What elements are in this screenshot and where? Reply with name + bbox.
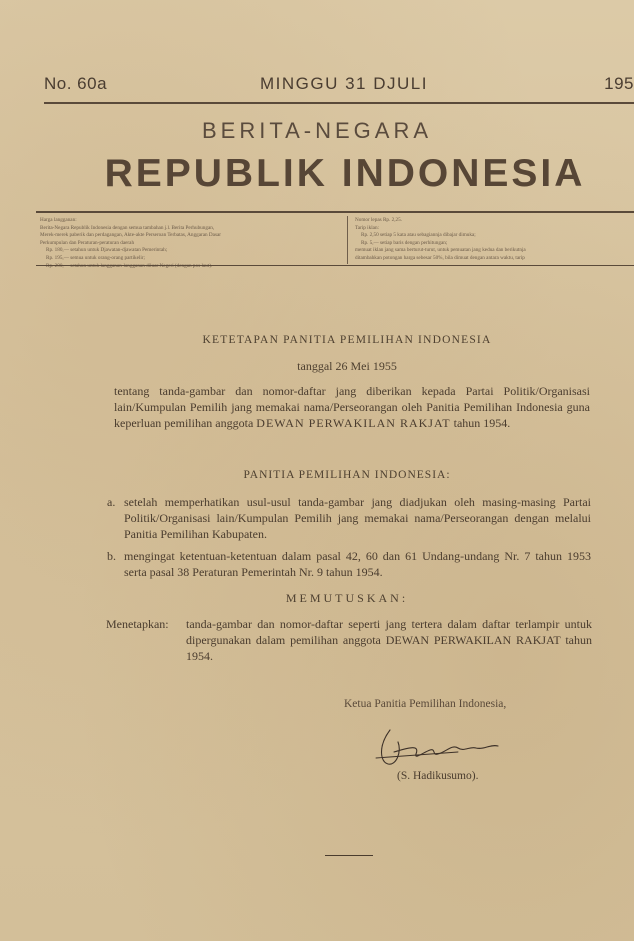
info-line: Tarip iklan: bbox=[355, 224, 379, 231]
info-line: Berita-Negara Republik Indonesia dengan semua tambahan j.l. Berita Perhubungan, bbox=[40, 224, 215, 231]
info-line: Rp. 180,— setahun untuk Djawatan-djawatan Pemerintah; bbox=[46, 247, 168, 254]
consideration-item-b bbox=[107, 548, 591, 580]
closing-rule bbox=[325, 855, 373, 856]
decree-heading: KETETAPAN PANITIA PEMILIHAN INDONESIA bbox=[202, 334, 492, 346]
info-line: memuat iklan jang sama berturut-turut, untuk pemuatan jang kedua dan berikutnja bbox=[355, 247, 526, 254]
decision-block bbox=[106, 616, 592, 664]
subscription-info bbox=[40, 217, 340, 270]
decree-date: tanggal 26 Mei 1955 bbox=[297, 359, 397, 373]
item-marker: b. bbox=[107, 549, 116, 563]
item-text: mengingat ketentuan-ketentuan dalam pasal 42, 60 dan 61 Undang-undang Nr. 7 tahun 1953 serta pasal 38 Peraturan Pemerintah Nr. 9 tahun 1954. bbox=[124, 549, 591, 579]
decision-text: tanda-gambar dan nomor-daftar seperti jang tertera dalam daftar terlampir untuk dipergunakan dalam pemilihan anggota DEWAN PERWAKILAN RAKJAT tahun 1954. bbox=[186, 617, 592, 663]
consideration-item-a bbox=[107, 494, 591, 542]
info-line: Harga langganan: bbox=[40, 217, 77, 223]
info-line: Perkumpulan dan Peraturan-peraturan daerah bbox=[40, 239, 135, 246]
info-line: Nomor lepas Rp. 2,25. bbox=[355, 217, 402, 223]
issue-date: MINGGU 31 DJULI bbox=[260, 74, 428, 93]
masthead-rule bbox=[44, 102, 634, 104]
title-rule bbox=[36, 211, 634, 213]
info-line: Rp. 5,— setiap baris dengan perhitungan; bbox=[361, 239, 448, 246]
intro-council-name: DEWAN PERWAKILAN RAKJAT bbox=[256, 416, 451, 430]
item-text: setelah memperhatikan usul-usul tanda-gambar jang diadjukan oleh masing-masing Partai Politik/Organisasi lain/Kumpulan Pemilih jang memakai nama/Perseorangan dengan melalui Panitia Pemilihan Kabupaten. bbox=[124, 495, 591, 541]
info-line: Rp. 195,— semua untuk orang-orang partikelir; bbox=[46, 254, 145, 261]
signer-name: (S. Hadikusumo). bbox=[397, 770, 479, 782]
newspaper-title: REPUBLIK INDONESIA bbox=[104, 152, 586, 195]
intro-text: tentang tanda-gambar dan nomor-daftar jang diberikan kepada Partai Politik/Organisasi lain/Kumpulan Pemilih jang memakai nama/Perseorangan oleh Panitia Pemilihan Indonesia guna keperluan pemilihan anggota bbox=[114, 384, 590, 430]
issue-year: 195 bbox=[604, 74, 634, 93]
item-marker: a. bbox=[107, 495, 116, 509]
handwritten-signature bbox=[372, 722, 522, 772]
decree-intro bbox=[114, 383, 590, 431]
issue-number: No. 60a bbox=[44, 74, 108, 93]
info-line: ditambahkan potongan harga sebesar 50%, bila dimuat dengan antara waktu, tarip bbox=[355, 254, 525, 261]
newspaper-subtitle: BERITA-NEGARA bbox=[201, 118, 433, 143]
chairman-title: Ketua Panitia Pemilihan Indonesia, bbox=[344, 698, 507, 710]
committee-subheading: PANITIA PEMILIHAN INDONESIA: bbox=[243, 469, 451, 481]
info-divider bbox=[347, 216, 348, 264]
masthead-top-line bbox=[44, 74, 634, 96]
info-bottom-rule bbox=[36, 265, 634, 266]
info-line: Merek-merek paberik dan perdagangan, Akte-akte Perseroan Terbatas, Anggaran Dasar bbox=[40, 232, 222, 239]
decision-heading: MEMUTUSKAN: bbox=[285, 591, 409, 605]
intro-year: tahun 1954. bbox=[450, 416, 511, 430]
info-line: Rp. 2,50 setiap 5 kata atau sebagiannja dibajar dimuka; bbox=[361, 232, 476, 239]
decision-label: Menetapkan: bbox=[106, 617, 169, 631]
advertising-rates bbox=[355, 217, 634, 263]
info-line bbox=[40, 263, 340, 271]
